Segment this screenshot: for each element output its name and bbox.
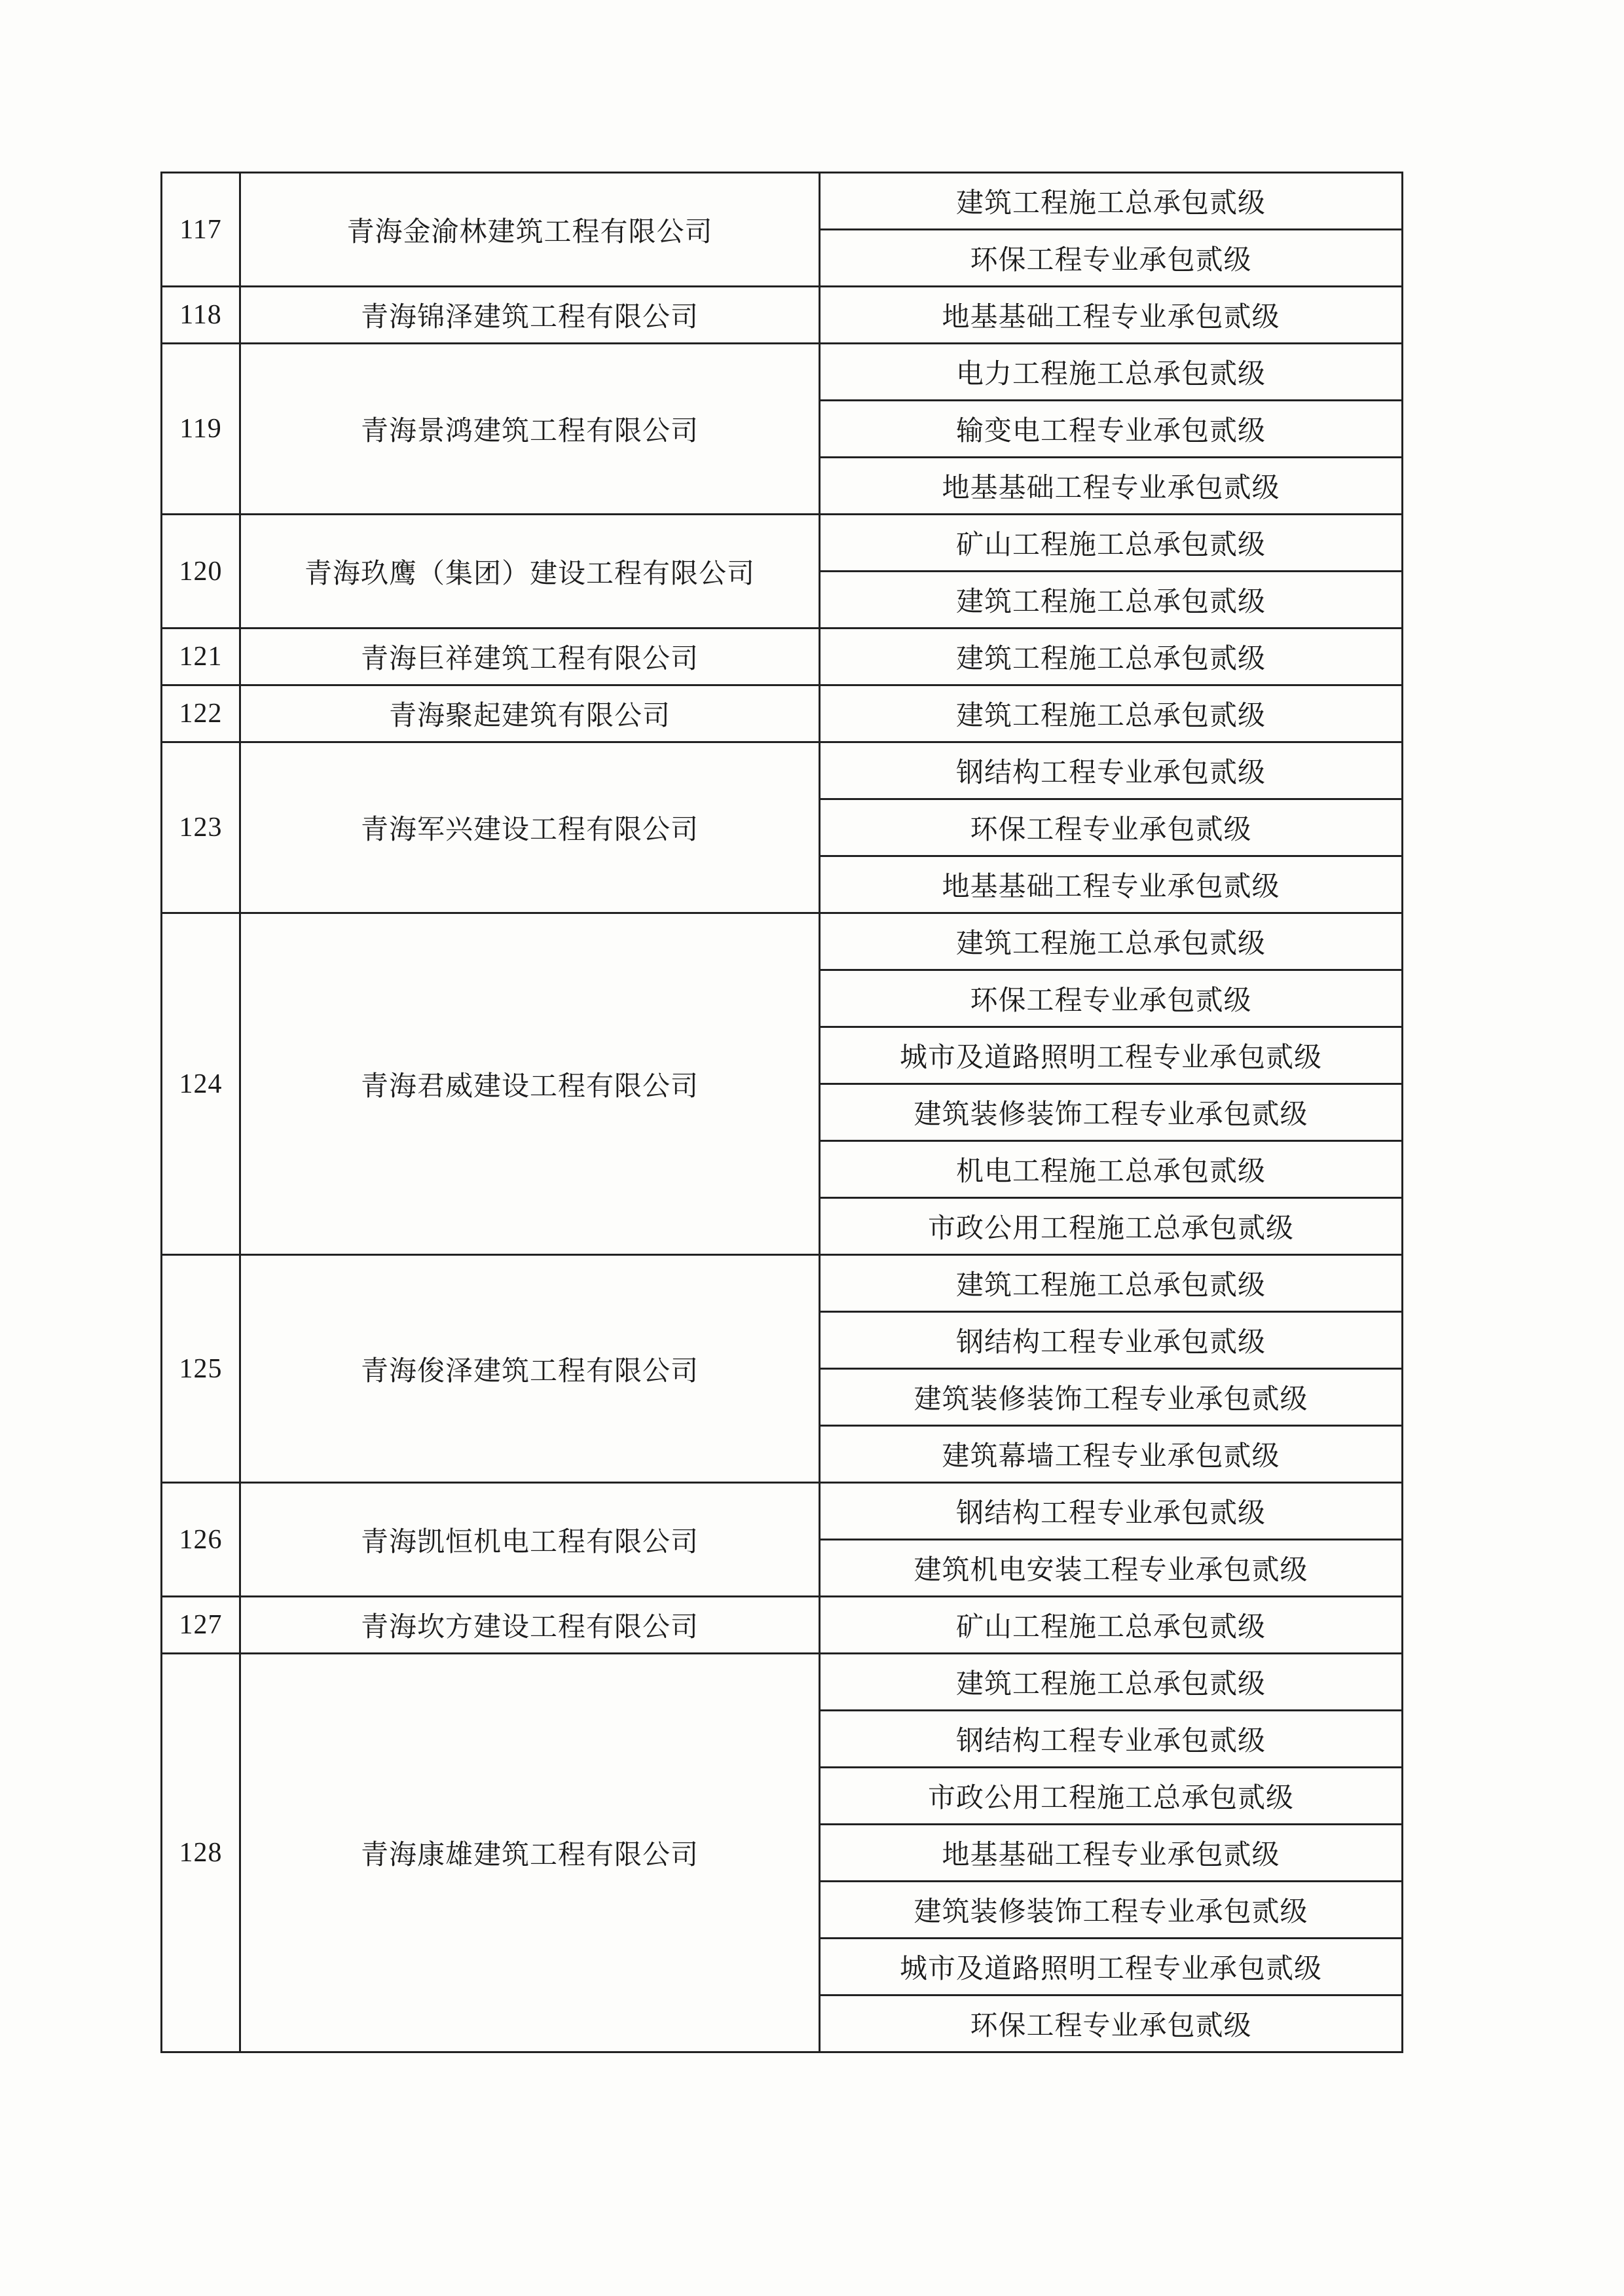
qualification-cell: 钢结构工程专业承包贰级 xyxy=(820,742,1403,799)
qualification-table xyxy=(160,172,1403,2053)
qualification-cell: 电力工程施工总承包贰级 xyxy=(820,344,1403,401)
qualification-cell: 建筑工程施工总承包贰级 xyxy=(820,913,1403,970)
qualification-cell: 地基基础工程专业承包贰级 xyxy=(820,856,1403,913)
table-row xyxy=(162,173,1403,230)
qualification-cell: 环保工程专业承包贰级 xyxy=(820,970,1403,1027)
table-row xyxy=(162,685,1403,742)
qualification-cell: 钢结构工程专业承包贰级 xyxy=(820,1483,1403,1540)
qualification-cell: 建筑工程施工总承包贰级 xyxy=(820,1654,1403,1711)
qualification-cell: 建筑装修装饰工程专业承包贰级 xyxy=(820,1369,1403,1426)
row-number-cell: 121 xyxy=(162,629,240,685)
company-name-cell: 青海军兴建设工程有限公司 xyxy=(240,742,820,913)
qualification-cell: 钢结构工程专业承包贰级 xyxy=(820,1312,1403,1369)
qualification-cell: 矿山工程施工总承包贰级 xyxy=(820,1597,1403,1654)
qualification-cell: 机电工程施工总承包贰级 xyxy=(820,1141,1403,1198)
row-number-cell: 125 xyxy=(162,1255,240,1483)
qualification-cell: 建筑工程施工总承包贰级 xyxy=(820,572,1403,629)
row-number-cell: 126 xyxy=(162,1483,240,1597)
qualification-cell: 城市及道路照明工程专业承包贰级 xyxy=(820,1027,1403,1084)
company-name-cell: 青海康雄建筑工程有限公司 xyxy=(240,1654,820,2052)
company-name-cell: 青海聚起建筑有限公司 xyxy=(240,685,820,742)
company-name-cell: 青海坎方建设工程有限公司 xyxy=(240,1597,820,1654)
table-row xyxy=(162,913,1403,970)
qualification-cell: 建筑工程施工总承包贰级 xyxy=(820,685,1403,742)
qualification-cell: 地基基础工程专业承包贰级 xyxy=(820,1825,1403,1882)
row-number-cell: 122 xyxy=(162,685,240,742)
table-row xyxy=(162,1255,1403,1312)
qualification-table-body xyxy=(162,173,1403,2052)
company-name-cell: 青海凯恒机电工程有限公司 xyxy=(240,1483,820,1597)
qualification-cell: 市政公用工程施工总承包贰级 xyxy=(820,1768,1403,1825)
table-row xyxy=(162,1654,1403,1711)
qualification-cell: 环保工程专业承包贰级 xyxy=(820,799,1403,856)
row-number-cell: 118 xyxy=(162,287,240,344)
qualification-cell: 建筑装修装饰工程专业承包贰级 xyxy=(820,1882,1403,1939)
row-number-cell: 127 xyxy=(162,1597,240,1654)
qualification-cell: 城市及道路照明工程专业承包贰级 xyxy=(820,1939,1403,1995)
company-name-cell: 青海景鸿建筑工程有限公司 xyxy=(240,344,820,515)
qualification-cell: 建筑工程施工总承包贰级 xyxy=(820,173,1403,230)
table-row xyxy=(162,629,1403,685)
qualification-cell: 地基基础工程专业承包贰级 xyxy=(820,458,1403,515)
qualification-cell: 环保工程专业承包贰级 xyxy=(820,1995,1403,2052)
company-name-cell: 青海君威建设工程有限公司 xyxy=(240,913,820,1255)
qualification-cell: 输变电工程专业承包贰级 xyxy=(820,401,1403,458)
qualification-cell: 建筑机电安装工程专业承包贰级 xyxy=(820,1540,1403,1597)
qualification-cell: 环保工程专业承包贰级 xyxy=(820,230,1403,287)
qualification-cell: 建筑装修装饰工程专业承包贰级 xyxy=(820,1084,1403,1141)
row-number-cell: 119 xyxy=(162,344,240,515)
company-name-cell: 青海锦泽建筑工程有限公司 xyxy=(240,287,820,344)
qualification-cell: 建筑工程施工总承包贰级 xyxy=(820,629,1403,685)
company-name-cell: 青海巨祥建筑工程有限公司 xyxy=(240,629,820,685)
row-number-cell: 117 xyxy=(162,173,240,287)
table-row xyxy=(162,287,1403,344)
company-name-cell: 青海玖鹰（集团）建设工程有限公司 xyxy=(240,515,820,629)
qualification-cell: 矿山工程施工总承包贰级 xyxy=(820,515,1403,572)
row-number-cell: 128 xyxy=(162,1654,240,2052)
company-name-cell: 青海俊泽建筑工程有限公司 xyxy=(240,1255,820,1483)
table-row xyxy=(162,1483,1403,1540)
qualification-cell: 建筑工程施工总承包贰级 xyxy=(820,1255,1403,1312)
row-number-cell: 123 xyxy=(162,742,240,913)
company-name-cell: 青海金渝林建筑工程有限公司 xyxy=(240,173,820,287)
table-row xyxy=(162,1597,1403,1654)
row-number-cell: 120 xyxy=(162,515,240,629)
qualification-cell: 建筑幕墙工程专业承包贰级 xyxy=(820,1426,1403,1483)
qualification-cell: 市政公用工程施工总承包贰级 xyxy=(820,1198,1403,1255)
qualification-cell: 钢结构工程专业承包贰级 xyxy=(820,1711,1403,1768)
table-row xyxy=(162,515,1403,572)
row-number-cell: 124 xyxy=(162,913,240,1255)
table-row xyxy=(162,344,1403,401)
qualification-cell: 地基基础工程专业承包贰级 xyxy=(820,287,1403,344)
table-row xyxy=(162,742,1403,799)
